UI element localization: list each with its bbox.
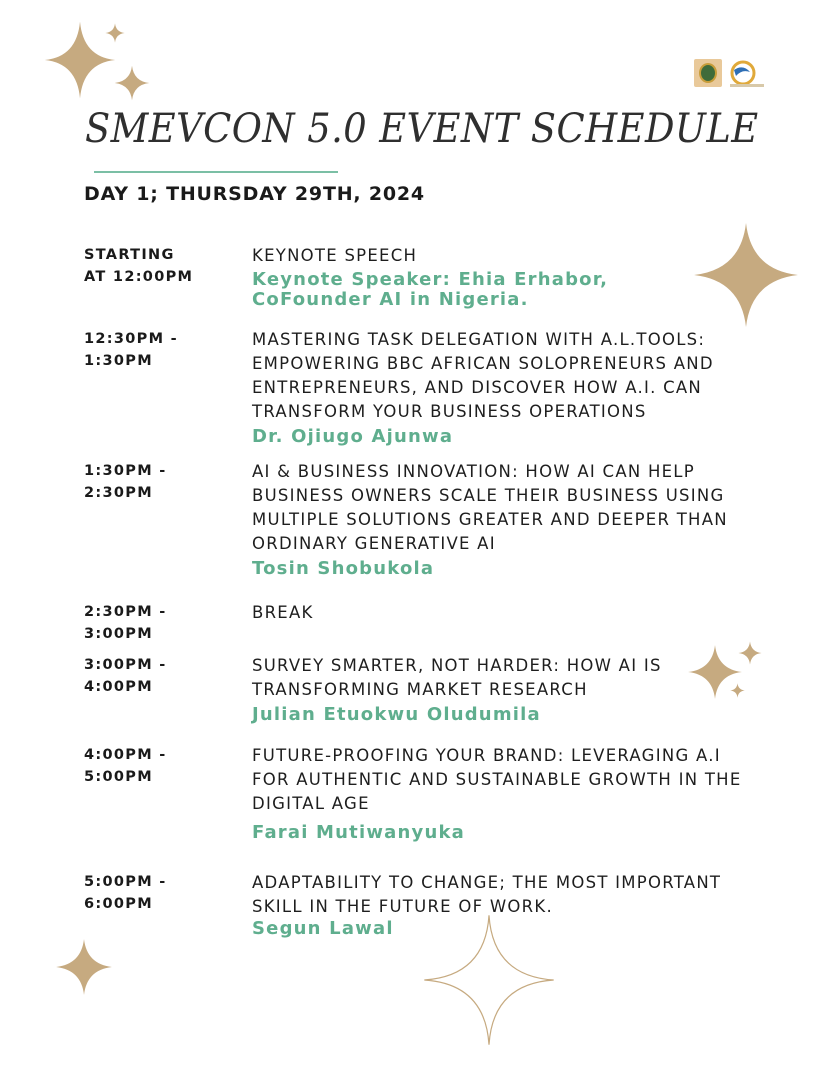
speaker-name: Farai Mutiwanyuka xyxy=(252,822,466,843)
schedule-time: 3:00PM - 4:00PM xyxy=(84,657,167,695)
schedule-time: 12:30PM - 1:30PM xyxy=(84,331,178,369)
talk-title: FUTURE-PROOFING YOUR BRAND: LEVERAGING A.I FOR AUTHENTIC AND SUSTAINABLE GROWTH IN THE DIGITAL AGE xyxy=(252,746,742,814)
title-underline xyxy=(94,171,338,173)
schedule-time: STARTING AT 12:00PM xyxy=(84,247,194,285)
speaker-name: Tosin Shobukola xyxy=(252,558,435,579)
talk-title: KEYNOTE SPEECH xyxy=(252,246,418,266)
speaker-name: Julian Etuokwu Oludumila xyxy=(252,704,541,725)
sponsor-logos xyxy=(694,59,762,88)
sparkle-icon xyxy=(105,23,125,43)
talk-title: ADAPTABILITY TO CHANGE; THE MOST IMPORTANT SKILL IN THE FUTURE OF WORK. xyxy=(252,873,722,917)
talk-title: MASTERING TASK DELEGATION WITH A.L.TOOLS: EMPOWERING BBC AFRICAN SOLOPRENEURS AND ENTREPRENEURS, AND DISCOVER HOW A.I. CAN TRANSFORM YOUR BUSINESS OPERATIONS xyxy=(252,330,714,422)
sparkle-icon xyxy=(55,938,113,996)
talk-title: AI & BUSINESS INNOVATION: HOW AI CAN HELP BUSINESS OWNERS SCALE THEIR BUSINESS USING MULTIPLE SOLUTIONS GREATER AND DEEPER THAN ORDINARY GENERATIVE AI xyxy=(252,462,728,554)
talk-title: SURVEY SMARTER, NOT HARDER: HOW AI IS TRANSFORMING MARKET RESEARCH xyxy=(252,656,662,700)
schedule-time: 5:00PM - 6:00PM xyxy=(84,874,167,912)
schedule-time: 1:30PM - 2:30PM xyxy=(84,463,167,501)
sparkle-icon xyxy=(114,65,150,101)
speaker-name: Segun Lawal xyxy=(252,918,394,939)
schedule-time: 2:30PM - 3:00PM xyxy=(84,604,167,642)
sponsor-logo xyxy=(730,60,756,86)
page-title: SMEVCON 5.0 EVENT SCHEDULE xyxy=(85,106,759,152)
talk-title: BREAK xyxy=(252,603,314,623)
sponsor-logo xyxy=(694,59,722,87)
speaker-name: Keynote Speaker: Ehia Erhabor, CoFounder AI in Nigeria. xyxy=(252,269,609,310)
speaker-name: Dr. Ojiugo Ajunwa xyxy=(252,426,454,447)
day-heading: DAY 1; THURSDAY 29TH, 2024 xyxy=(84,183,425,205)
schedule-time: 4:00PM - 5:00PM xyxy=(84,747,167,785)
sponsor-logo-caption xyxy=(730,84,764,87)
